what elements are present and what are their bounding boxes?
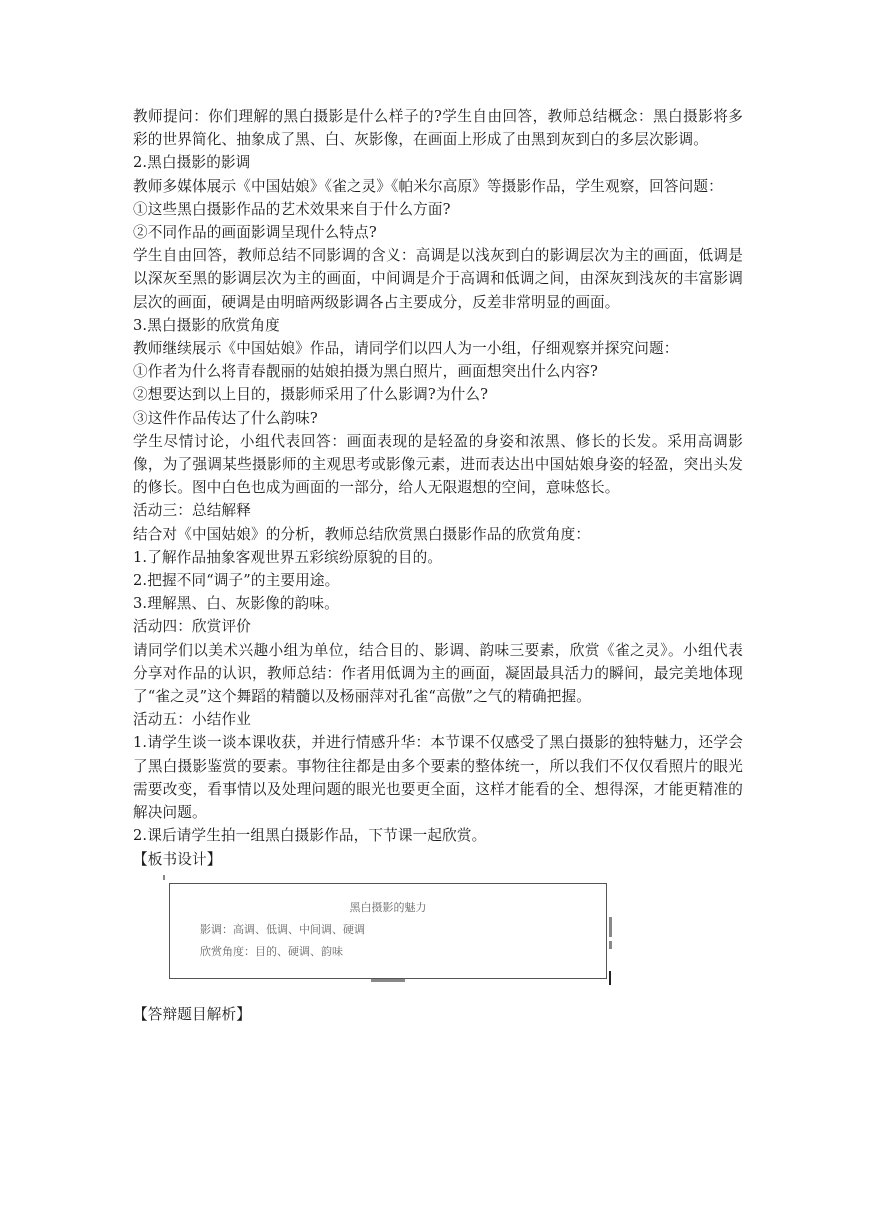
list-item: 2.把握不同“调子”的主要用途。 [133,572,340,590]
resize-handle [609,971,611,985]
section-heading: 【板书设计】 [133,850,222,868]
question-item: ①作者为什么将青春靓丽的姑娘拍摄为黑白照片，画面想突出什么内容? [133,363,599,381]
paragraph: 教师多媒体展示《中国姑娘》《雀之灵》《帕米尔高原》等摄影作品，学生观察，回答问题： [133,177,723,195]
blackboard-frame [169,883,607,979]
paragraph: 教师提问：你们理解的黑白摄影是什么样子的?学生自由回答，教师总结概念：黑白摄影将多彩的世界简化、抽象成了黑、白、灰影像，在画面上形成了由黑到灰到白的多层次影调。 [133,108,743,149]
activity-heading: 活动五：小结作业 [133,711,251,729]
paragraph: 教师继续展示《中国姑娘》作品，请同学们以四人为一小组，仔细观察并探究问题： [133,340,679,358]
list-item: 2.课后请学生拍一组黑白摄影作品，下节课一起欣赏。 [133,827,487,845]
list-item: 1.了解作品抽象客观世界五彩缤纷原貌的目的。 [133,548,443,566]
paragraph: 请同学们以美术兴趣小组为单位，结合目的、影调、韵味三要素，欣赏《雀之灵》。小组代表分享对作品的认识，教师总结：作者用低调为主的画面，凝固最具活力的瞬间，最完美地体现了“雀之灵”这个舞蹈的精髓以及杨丽萍对孔雀“高傲”之气的精确把握。 [133,641,743,706]
section-heading: 3.黑白摄影的欣赏角度 [133,316,280,334]
board-line-angle: 欣赏角度：目的、硬调、韵味 [200,944,343,958]
list-item: 1.请学生谈一谈本课收获，并进行情感升华：本节课不仅感受了黑白摄影的独特魅力，还学会了黑白摄影鉴赏的要素。事物往往都是由多个要素的整体统一，所以我们不仅仅看照片的眼光需要改变，看事情以及处理问题的眼光也要更全面，这样才能看的全、想得深，才能更精准的解决问题。 [133,734,743,822]
resize-handle [609,917,612,937]
section-heading: 2.黑白摄影的影调 [133,154,251,172]
corner-mark [163,875,165,880]
activity-heading: 活动三：总结解释 [133,502,251,520]
lesson-text [133,105,743,1026]
question-item: ②不同作品的画面影调呈现什么特点? [133,224,377,242]
blackboard-design-figure [133,875,743,1003]
list-item: 3.理解黑、白、灰影像的韵味。 [133,595,339,613]
question-item: ②想要达到以上目的，摄影师采用了什么影调?为什么? [133,386,489,404]
paragraph: 结合对《中国姑娘》的分析，教师总结欣赏黑白摄影作品的欣赏角度： [133,525,591,543]
question-item: ①这些黑白摄影作品的艺术效果来自于什么方面? [133,200,451,218]
paragraph: 学生自由回答，教师总结不同影调的含义：高调是以浅灰到白的影调层次为主的画面，低调是以深灰至黑的影调层次为主的画面，中间调是介于高调和低调之间，由深灰到浅灰的丰富影调层次的画面，硬调是由明暗两级影调各占主要成分，反差非常明显的画面。 [133,247,743,311]
board-line-tone: 影调：高调、低调、中间调、硬调 [200,922,365,936]
question-item: ③这件作品传达了什么韵味? [133,409,318,427]
activity-heading: 活动四：欣赏评价 [133,618,251,636]
resize-handle [371,979,405,982]
section-heading: 【答辩题目解析】 [133,1005,251,1023]
resize-handle [609,941,612,949]
board-title: 黑白摄影的魅力 [349,900,427,914]
paragraph: 学生尽情讨论，小组代表回答：画面表现的是轻盈的身姿和浓黑、修长的长发。采用高调影像，为了强调某些摄影师的主观思考或影像元素，进而表达出中国姑娘身姿的轻盈，突出头发的修长。图中白色也成为画面的一部分，给人无限遐想的空间，意味悠长。 [133,432,743,497]
